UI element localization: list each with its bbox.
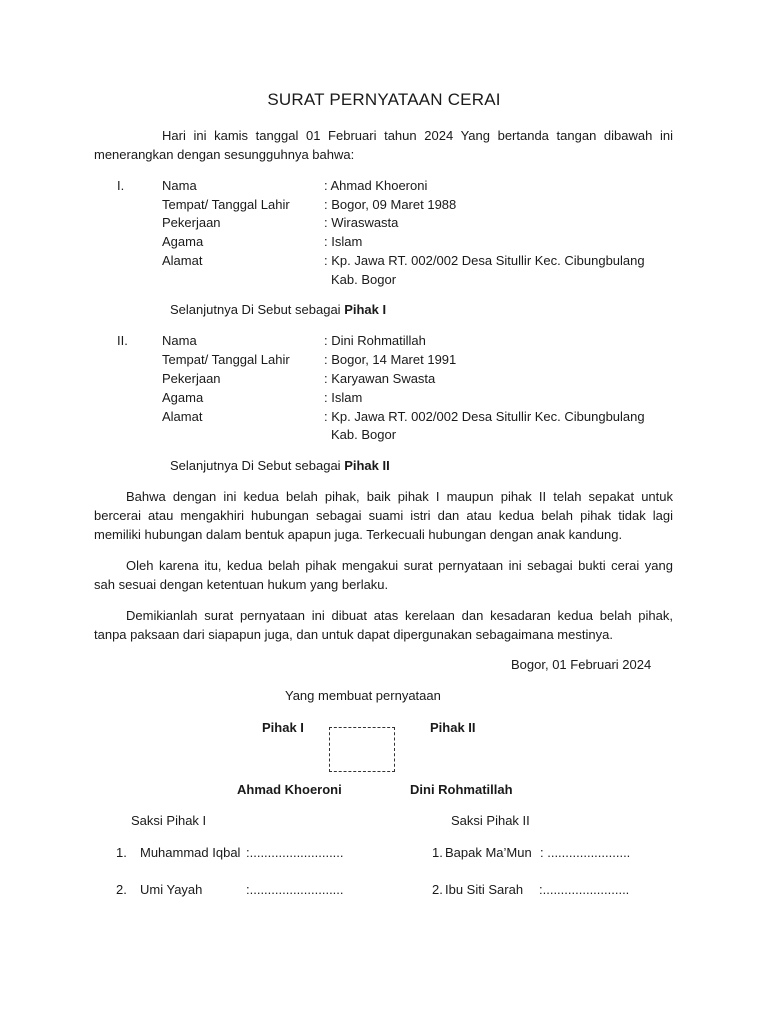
party2-value-religion: : Islam	[324, 390, 363, 405]
closing-paragraph	[94, 606, 673, 644]
party1-label-religion: Agama	[162, 234, 204, 249]
party2-designation-line	[170, 457, 390, 474]
party1-value-job: : Wiraswasta	[324, 215, 399, 230]
signer1-name: Ahmad Khoeroni	[237, 782, 342, 797]
closing-text: Demikianlah surat pernyataan ini dibuat atas kerelaan dan kesadaran kedua belah pihak, tanpa paksaan dari siapapun juga, dan untuk dapat dipergunakan sebagaimana mestinya.	[94, 608, 673, 642]
acknowledgement-text: Oleh karena itu, kedua belah pihak mengakui surat pernyataan ini sebagai bukti cerai yang sah sesuai dengan ketentuan hukum yang berlaku.	[94, 558, 673, 592]
intro-paragraph	[94, 126, 673, 164]
party1-label-birth: Tempat/ Tanggal Lahir	[162, 197, 290, 212]
party1-numeral: I.	[117, 178, 125, 193]
witness2-row1-num: 1.	[432, 845, 443, 860]
party1-value-name: : Ahmad Khoeroni	[324, 178, 428, 193]
party1-designation-line	[170, 301, 386, 318]
witness1-header: Saksi Pihak I	[131, 813, 207, 828]
party1-designation: Pihak I	[344, 302, 387, 317]
witness1-row1-name: Muhammad Iqbal	[140, 845, 241, 860]
agreement-paragraph	[94, 487, 673, 544]
stamp-box	[329, 727, 395, 772]
party2-value-address: : Kp. Jawa RT. 002/002 Desa Situllir Kec. Cibungbulang	[324, 409, 645, 424]
party1-designation-prefix: Selanjutnya Di Sebut sebagai	[170, 302, 345, 317]
signer2-label: Pihak II	[430, 720, 476, 735]
signer2-name: Dini Rohmatillah	[410, 782, 513, 797]
witness2-row2-num: 2.	[432, 882, 443, 897]
party2-designation: Pihak II	[344, 458, 390, 473]
place-date: Bogor, 01 Februari 2024	[511, 657, 652, 672]
party1-address-line2: Kab. Bogor	[331, 272, 397, 287]
witness1-row1-dots: :..........................	[246, 845, 344, 860]
party1-label-address: Alamat	[162, 253, 203, 268]
signer1-label: Pihak I	[262, 720, 304, 735]
witness2-header: Saksi Pihak II	[451, 813, 530, 828]
witness1-row2-name: Umi Yayah	[140, 882, 203, 897]
party1-value-birth: : Bogor, 09 Maret 1988	[324, 197, 457, 212]
witness1-row2-num: 2.	[116, 882, 127, 897]
witness2-row2-dots: :........................	[539, 882, 630, 897]
party1-label-job: Pekerjaan	[162, 215, 221, 230]
party1-value-religion: : Islam	[324, 234, 363, 249]
party2-designation-prefix: Selanjutnya Di Sebut sebagai	[170, 458, 345, 473]
party2-address-line2: Kab. Bogor	[331, 427, 397, 442]
agreement-text: Bahwa dengan ini kedua belah pihak, baik pihak I maupun pihak II telah sepakat untuk bercerai atau mengakhiri hubungan sebagai suami istri dan atau kedua belah pihak tidak lagi memiliki hubungan dalam bentuk apapun juga. Terkecuali hubungan dengan anak kandung.	[94, 489, 673, 542]
party2-label-religion: Agama	[162, 390, 204, 405]
witness1-row2-dots: :..........................	[246, 882, 344, 897]
party2-label-address: Alamat	[162, 409, 203, 424]
party2-label-birth: Tempat/ Tanggal Lahir	[162, 352, 290, 367]
document-title: SURAT PERNYATAAN CERAI	[267, 90, 501, 109]
party2-label-job: Pekerjaan	[162, 371, 221, 386]
party1-value-address: : Kp. Jawa RT. 002/002 Desa Situllir Kec. Cibungbulang	[324, 253, 645, 268]
witness2-row1-name: Bapak Ma’Mun	[445, 845, 532, 860]
party2-value-job: : Karyawan Swasta	[324, 371, 436, 386]
party1-label-name: Nama	[162, 178, 197, 193]
party2-numeral: II.	[117, 333, 128, 348]
witness1-row1-num: 1.	[116, 845, 127, 860]
acknowledgement-paragraph	[94, 556, 673, 594]
maker-label: Yang membuat pernyataan	[285, 688, 441, 703]
party2-label-name: Nama	[162, 333, 197, 348]
intro-text: Hari ini kamis tanggal 01 Februari tahun 2024 Yang bertanda tangan dibawah ini menerangkan dengan sesungguhnya bahwa:	[94, 128, 673, 162]
witness2-row2-name: Ibu Siti Sarah	[445, 882, 524, 897]
party2-value-name: : Dini Rohmatillah	[324, 333, 426, 348]
party2-value-birth: : Bogor, 14 Maret 1991	[324, 352, 457, 367]
witness2-row1-dots: : .......................	[540, 845, 631, 860]
